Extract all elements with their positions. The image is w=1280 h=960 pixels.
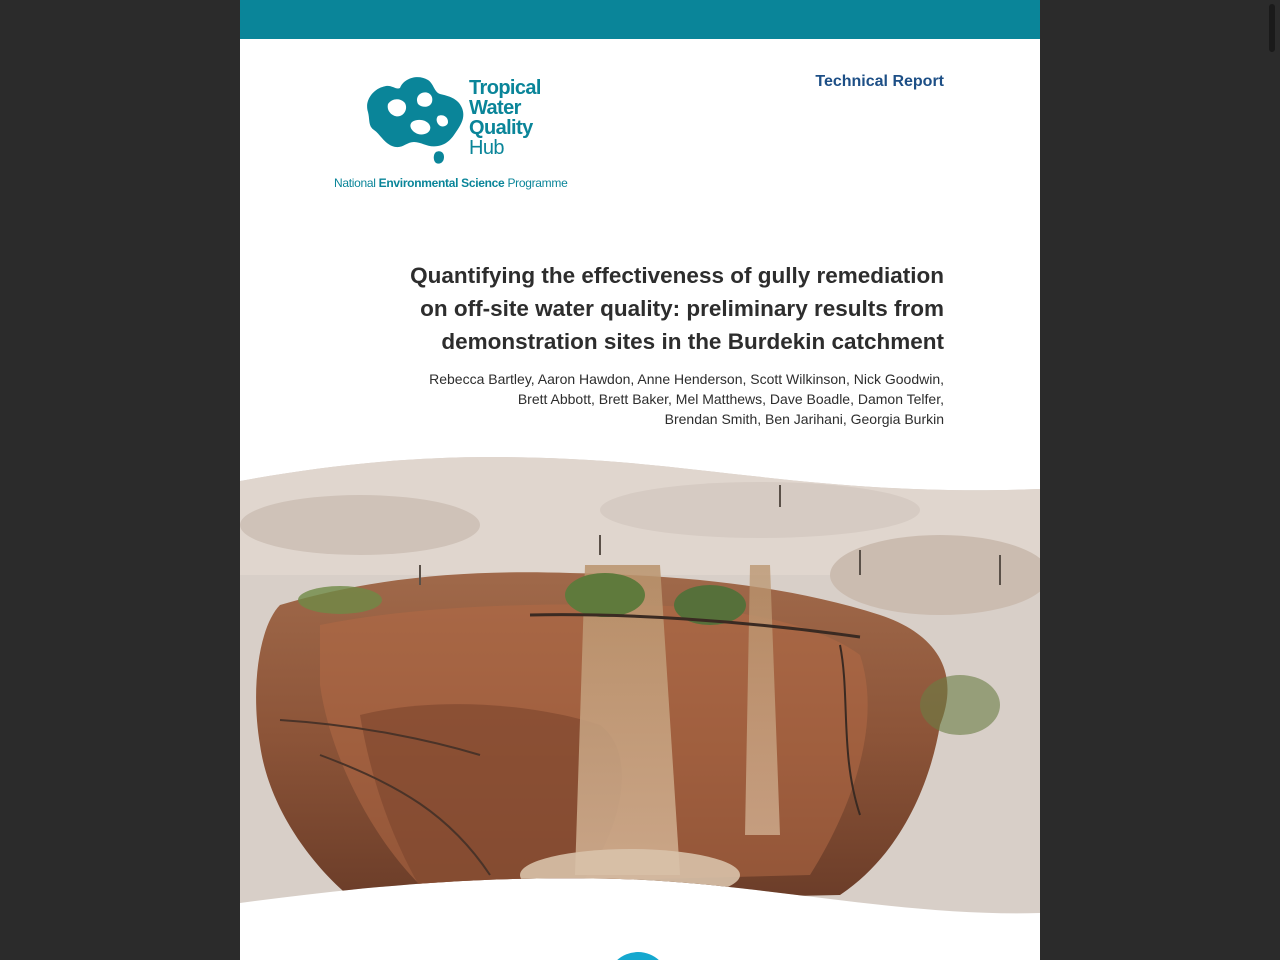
logo-text-hub: Hub xyxy=(469,137,504,159)
author-list xyxy=(324,369,944,429)
header-band xyxy=(240,0,1040,39)
program-name-environmental-science: Environmental Science xyxy=(378,176,505,190)
logo-text-quality: Quality xyxy=(469,117,533,139)
program-name-national: National xyxy=(334,176,379,190)
report-type-label: Technical Report xyxy=(815,73,944,90)
vertical-scrollbar[interactable] xyxy=(1268,0,1276,960)
title-line: Quantifying the effectiveness of gully remediation xyxy=(410,263,944,288)
author-line: Brendan Smith, Ben Jarihani, Georgia Burkin xyxy=(664,411,944,427)
tropical-water-quality-hub-logo xyxy=(334,72,594,196)
program-name-programme: Programme xyxy=(504,176,568,190)
logo-text-tropical: Tropical xyxy=(469,77,541,99)
australia-map-logo-icon xyxy=(362,74,472,166)
title-line: on off-site water quality: preliminary results from xyxy=(420,296,944,321)
pdf-page xyxy=(240,0,1040,960)
author-line: Rebecca Bartley, Aaron Hawdon, Anne Henderson, Scott Wilkinson, Nick Goodwin, xyxy=(429,371,944,387)
logo-program-name xyxy=(334,176,567,190)
report-title xyxy=(324,259,944,358)
logo-text-water: Water xyxy=(469,97,521,119)
title-line: demonstration sites in the Burdekin catchment xyxy=(441,329,944,354)
cover-photo-gully-erosion xyxy=(240,455,1040,925)
footer-circle-decoration xyxy=(607,952,669,960)
author-line: Brett Abbott, Brett Baker, Mel Matthews, Dave Boadle, Damon Telfer, xyxy=(517,391,944,407)
scrollbar-thumb[interactable] xyxy=(1269,4,1275,52)
